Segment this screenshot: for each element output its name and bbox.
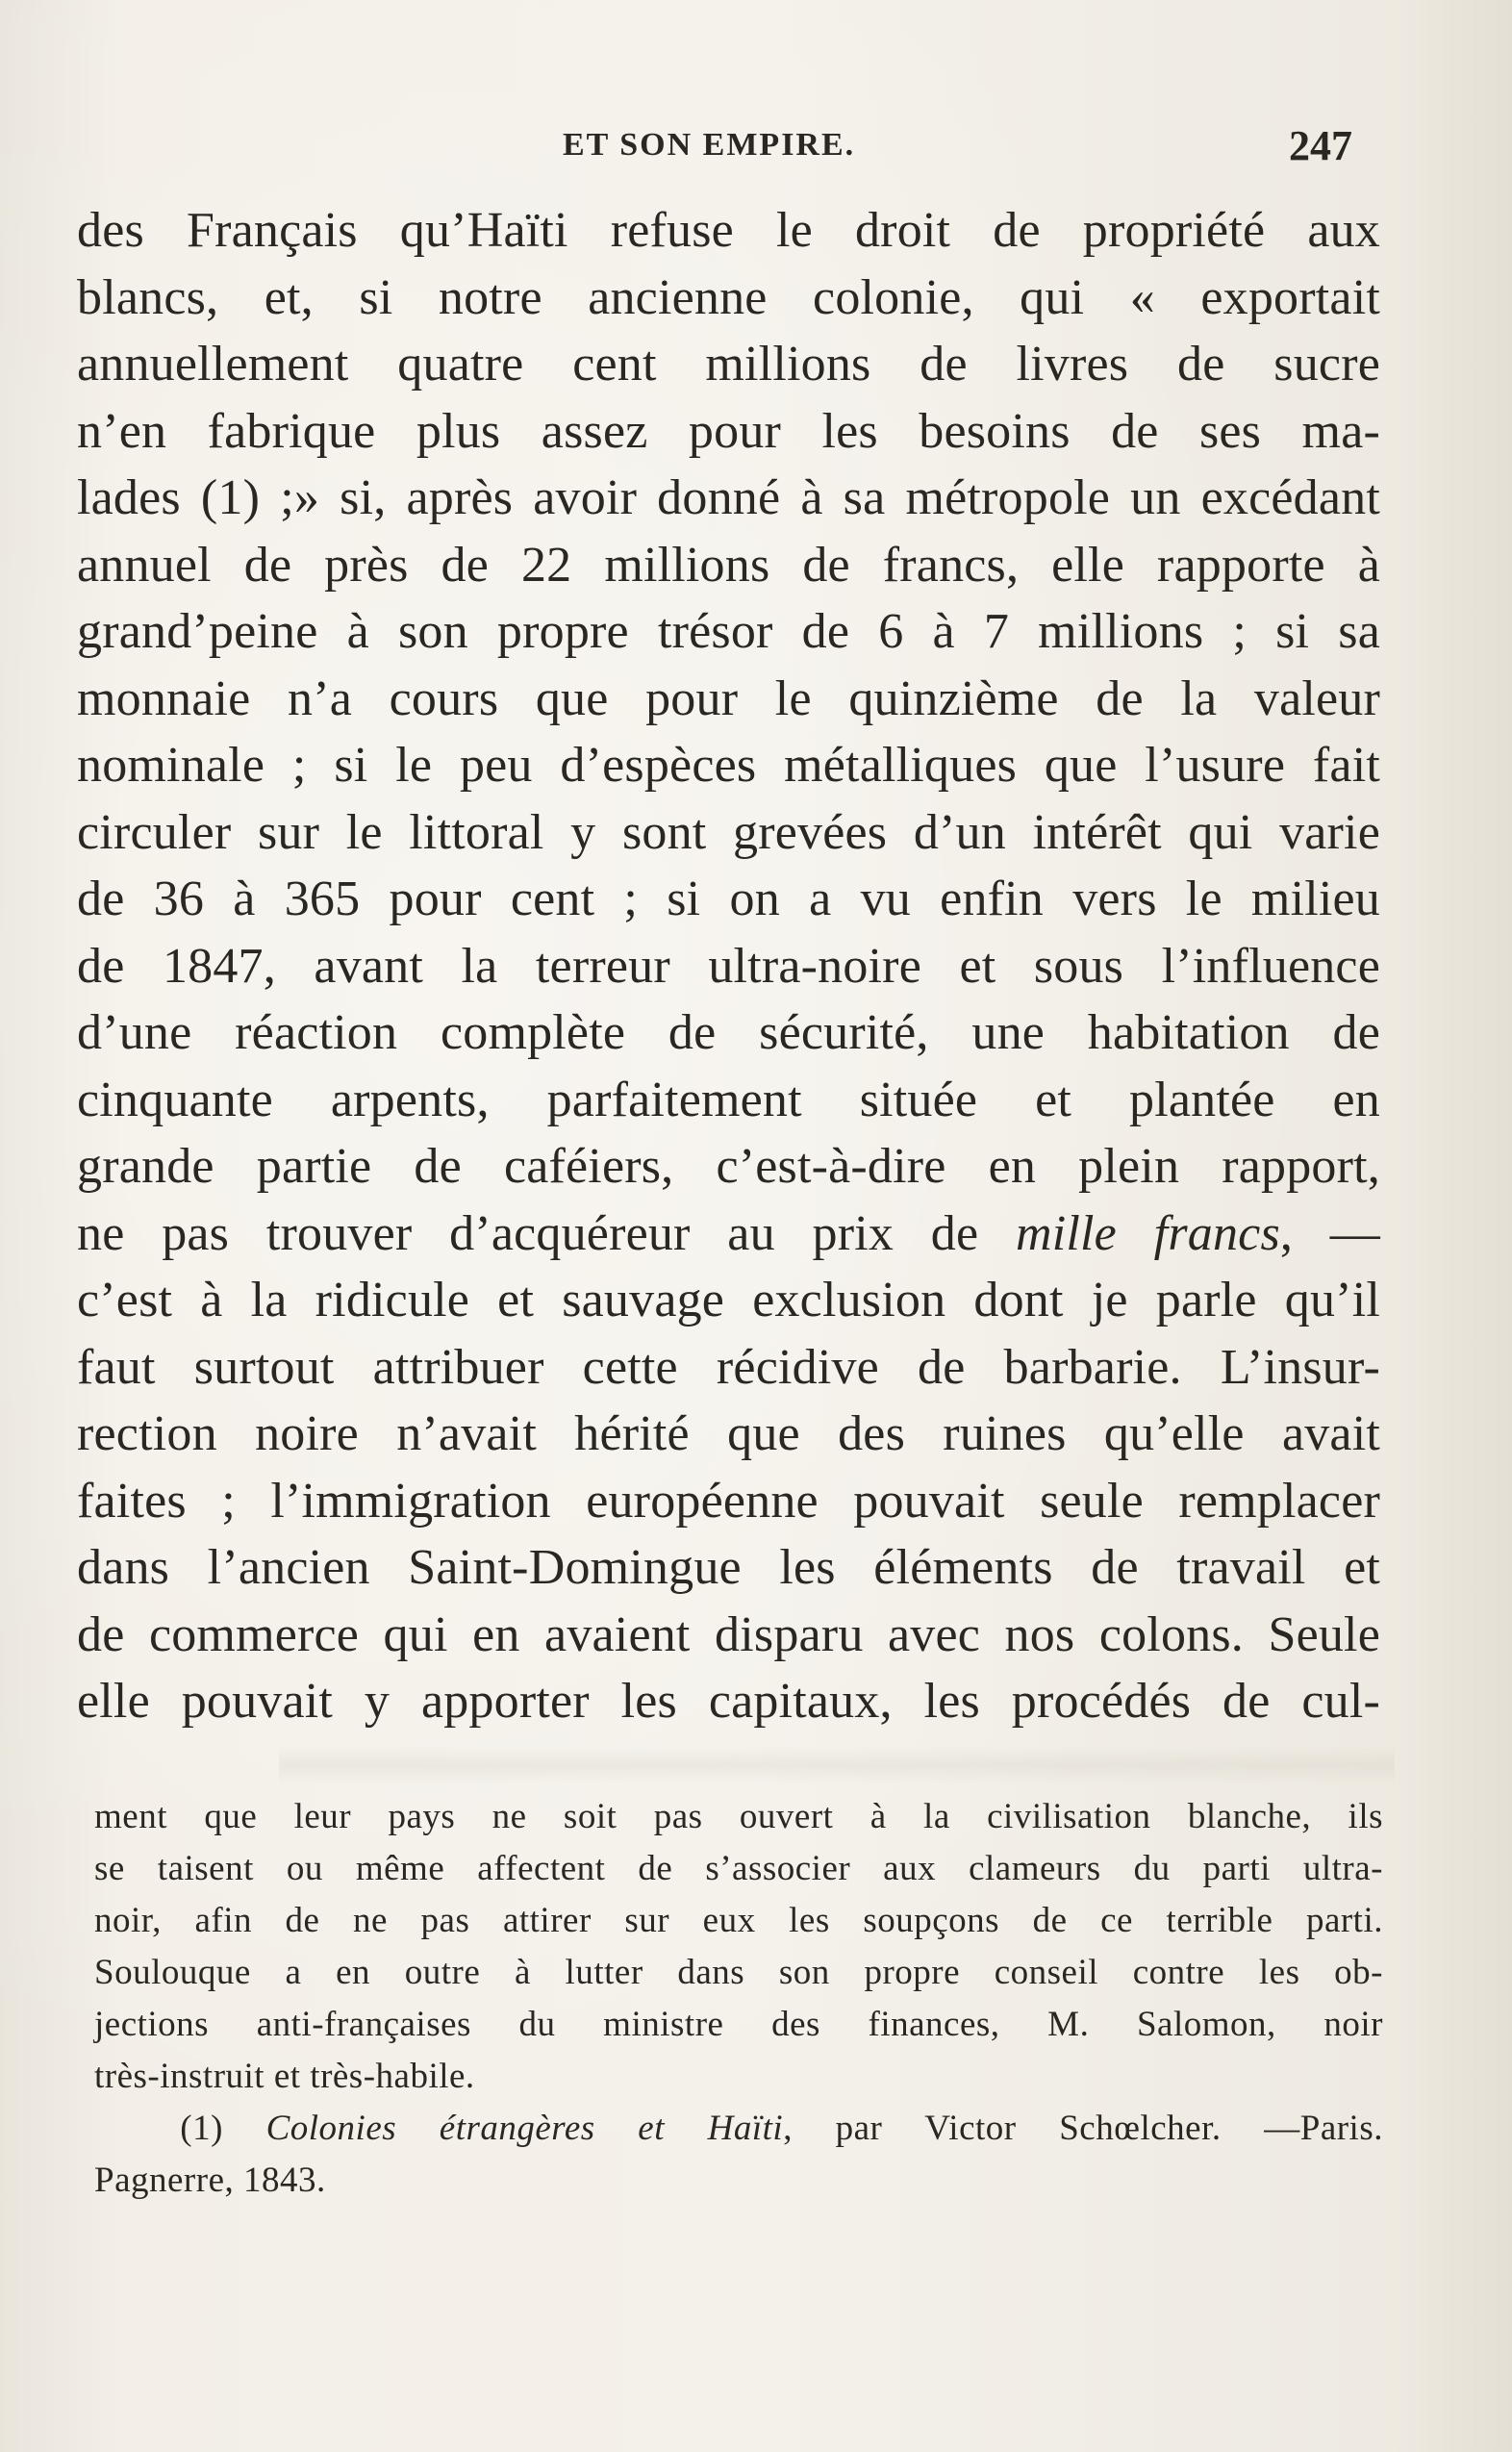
text-line: de 36 à 365 pour cent ; si on a vu enfin vers le milieu <box>77 872 1380 926</box>
footnote-1 <box>94 2103 1383 2155</box>
running-head <box>0 122 1512 175</box>
text-line: dans l’ancien Saint-Domingue les éléments de travail et <box>77 1540 1380 1595</box>
footnote-line: Soulouque a en outre à lutter dans son propre conseil contre les ob- <box>94 1953 1383 1992</box>
footnote-line: ment que leur pays ne soit pas ouvert à la civilisation blanche, ils <box>94 1797 1383 1836</box>
text-line: grand’peine à son propre trésor de 6 à 7 millions ; si sa <box>77 604 1380 659</box>
text-line: cinquante arpents, parfaitement située et plantée en <box>77 1072 1380 1127</box>
text-segment: ne pas trouver d’acquéreur au prix de <box>77 1205 1016 1261</box>
text-line: annuellement quatre cent millions de livres de sucre <box>77 337 1380 392</box>
footnotes <box>94 1791 1383 2207</box>
text-line: des Français qu’Haïti refuse le droit de propriété aux <box>77 203 1380 258</box>
main-text <box>77 197 1380 1735</box>
text-line: de 1847, avant la terreur ultra-noire et sous l’influence <box>77 938 1380 994</box>
page-number: 247 <box>1289 122 1352 169</box>
running-title: ET SON EMPIRE. <box>563 127 856 163</box>
text-line: rection noire n’avait hérité que des ruines qu’elle avait <box>77 1406 1380 1461</box>
text-line: n’en fabrique plus assez pour les besoins de ses ma- <box>77 403 1380 459</box>
text-line: d’une réaction complète de sécurité, une habitation de <box>77 1005 1380 1060</box>
footnote-line: très-instruit et très-habile. <box>94 2057 475 2096</box>
footnote-line: noir, afin de ne pas attirer sur eux les soupçons de ce terrible parti. <box>94 1901 1383 1940</box>
text-line: c’est à la ridicule et sauvage exclusion dont je parle qu’il <box>77 1273 1380 1327</box>
text-line: faites ; l’immigration européenne pouvait seule remplacer <box>77 1473 1380 1529</box>
footnote-line: jections anti-françaises du ministre des finances, M. Salomon, noir <box>94 2005 1383 2044</box>
text-line: de commerce qui en avaient disparu avec nos colons. Seule <box>77 1606 1380 1662</box>
bleed-through-smudge <box>279 1746 1395 1784</box>
text-line: blancs, et, si notre ancienne colonie, qui « exportait <box>77 269 1380 325</box>
footnote-line: Pagnerre, 1843. <box>94 2161 326 2200</box>
text-line: grande partie de caféiers, c’est-à-dire en plein rapport, <box>77 1139 1380 1194</box>
text-line-with-italic <box>77 1201 1380 1268</box>
text-segment: , — <box>1279 1205 1381 1261</box>
text-line: faut surtout attribuer cette récidive de barbarie. L’insur- <box>77 1339 1380 1395</box>
text-line: monnaie n’a cours que pour le quinzième de la valeur <box>77 670 1380 726</box>
footnote-line: se taisent ou même affectent de s’associer aux clameurs du parti ultra- <box>94 1849 1383 1888</box>
footnote-citation: , par Victor Schœlcher. —Paris. <box>783 2109 1383 2148</box>
footnote-marker: (1) <box>180 2109 223 2148</box>
footnote-book-title: Colonies étrangères et Haïti <box>265 2109 784 2148</box>
text-line: lades (1) ;» si, après avoir donné à sa métropole un excédant <box>77 470 1380 525</box>
text-line: annuel de près de 22 millions de francs, elle rapporte à <box>77 537 1380 593</box>
text-line: elle pouvait y apporter les capitaux, les procédés de cul- <box>77 1674 1380 1729</box>
text-line: circuler sur le littoral y sont grevées d’un intérêt qui varie <box>77 804 1380 860</box>
text-line: nominale ; si le peu d’espèces métalliques que l’usure fait <box>77 738 1380 793</box>
italic-phrase: mille francs <box>1015 1205 1280 1261</box>
